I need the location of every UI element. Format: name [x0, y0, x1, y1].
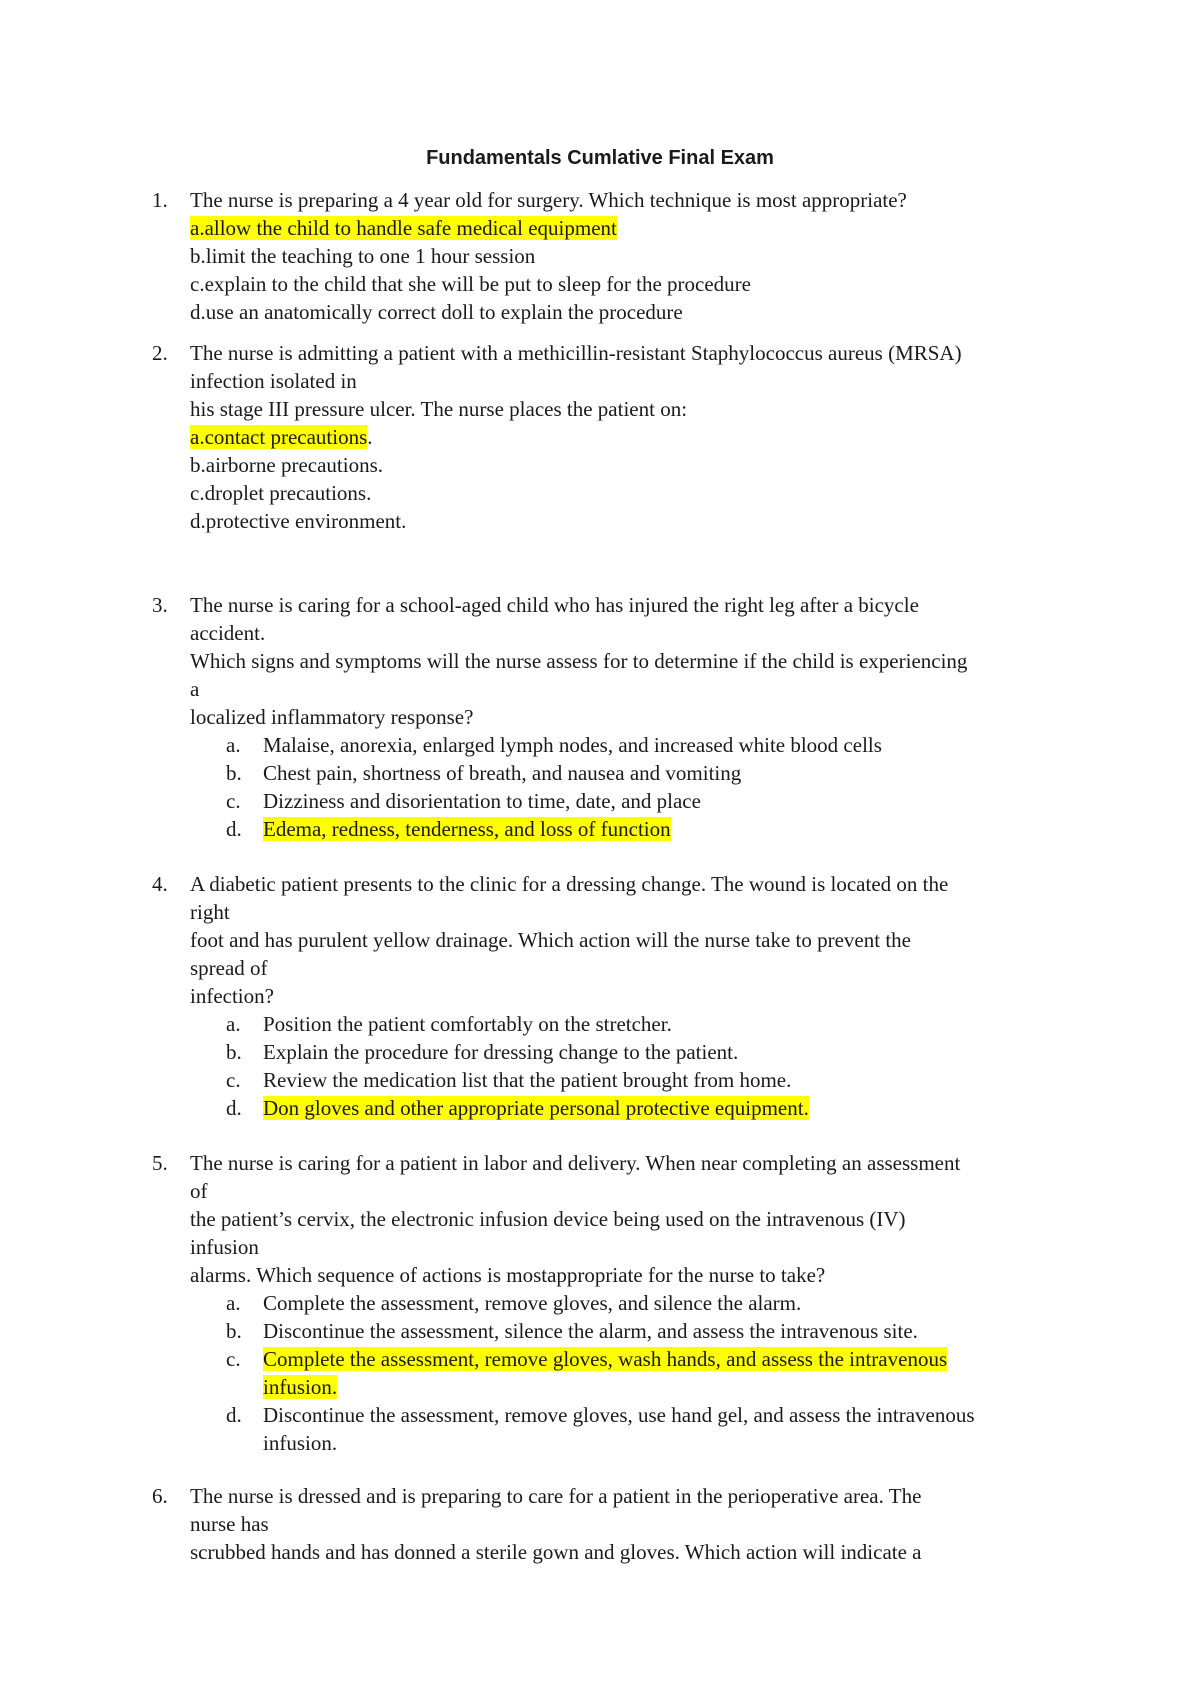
question-6: [152, 1482, 1112, 1566]
question-number: 2.: [152, 341, 168, 365]
question-text: of: [190, 1179, 208, 1203]
question-5: [152, 1149, 1112, 1457]
answer-option: [226, 1038, 1112, 1066]
question-3: [152, 591, 1112, 843]
answer-option-correct: [226, 1094, 1112, 1122]
question-text: infection?: [190, 984, 274, 1008]
option-text: Review the medication list that the patient brought from home.: [263, 1068, 792, 1092]
answer-option: [226, 759, 1112, 787]
option-letter: a.: [226, 1291, 241, 1315]
question-text: infusion: [190, 1235, 259, 1259]
question-text: a: [190, 677, 200, 701]
option-text: Chest pain, shortness of breath, and nausea and vomiting: [263, 761, 742, 785]
option-text: Discontinue the assessment, remove gloves, use hand gel, and assess the intravenous: [263, 1403, 975, 1427]
answer-option: [226, 1066, 1112, 1094]
question-text: A diabetic patient presents to the clinic for a dressing change. The wound is located on the: [190, 872, 949, 896]
question-1: [152, 186, 1112, 326]
question-text: The nurse is caring for a patient in labor and delivery. When near completing an assessment: [190, 1151, 961, 1175]
answer-option: c.droplet precautions.: [190, 481, 372, 505]
question-text: scrubbed hands and has donned a sterile gown and gloves. Which action will indicate a: [190, 1540, 922, 1564]
question-text: localized inflammatory response?: [190, 705, 474, 729]
option-text: Explain the procedure for dressing change to the patient.: [263, 1040, 739, 1064]
answer-option: b.airborne precautions.: [190, 453, 384, 477]
option-text: Complete the assessment, remove gloves, and silence the alarm.: [263, 1291, 802, 1315]
punctuation: .: [367, 425, 373, 449]
question-text: his stage III pressure ulcer. The nurse places the patient on:: [190, 397, 688, 421]
question-text: right: [190, 900, 230, 924]
option-letter: d.: [226, 1096, 242, 1120]
question-text: foot and has purulent yellow drainage. Which action will the nurse take to prevent the: [190, 928, 911, 952]
option-letter: d.: [226, 817, 242, 841]
answer-option: d.use an anatomically correct doll to explain the procedure: [190, 300, 683, 324]
answer-option: [226, 1289, 1112, 1317]
option-text: Malaise, anorexia, enlarged lymph nodes, and increased white blood cells: [263, 733, 882, 757]
question-text: accident.: [190, 621, 266, 645]
answer-option: d.protective environment.: [190, 509, 407, 533]
question-number: 3.: [152, 593, 168, 617]
question-number: 5.: [152, 1151, 168, 1175]
option-text: Dizziness and disorientation to time, date, and place: [263, 789, 701, 813]
option-letter: c.: [226, 1347, 241, 1371]
option-letter: b.: [226, 761, 242, 785]
answer-option-correct: [226, 1345, 1112, 1401]
question-2: [152, 339, 1112, 535]
answer-option-correct: [226, 815, 1112, 843]
question-number: 4.: [152, 872, 168, 896]
option-letter: c.: [226, 789, 241, 813]
option-letter: d.: [226, 1403, 242, 1427]
question-text: alarms. Which sequence of actions is mostappropriate for the nurse to take?: [190, 1263, 826, 1287]
option-text-continued: infusion.: [263, 1431, 338, 1455]
question-text: spread of: [190, 956, 268, 980]
question-text: The nurse is dressed and is preparing to care for a patient in the perioperative area. The: [190, 1484, 922, 1508]
answer-option: [226, 1010, 1112, 1038]
question-4: [152, 870, 1112, 1122]
question-text: infection isolated in: [190, 369, 357, 393]
answer-option: [226, 731, 1112, 759]
option-text: Edema, redness, tenderness, and loss of function: [263, 817, 671, 841]
question-number: 1.: [152, 188, 168, 212]
answer-option-correct: a.allow the child to handle safe medical equipment: [190, 216, 617, 240]
answer-option: c.explain to the child that she will be put to sleep for the procedure: [190, 272, 751, 296]
option-text-continued: infusion.: [263, 1375, 338, 1399]
question-text: The nurse is admitting a patient with a methicillin-resistant Staphylococcus aureus (MRSA): [190, 341, 962, 365]
option-letter: a.: [226, 1012, 241, 1036]
answer-option: [226, 787, 1112, 815]
question-text: The nurse is preparing a 4 year old for surgery. Which technique is most appropriate?: [190, 188, 907, 212]
answer-option: [226, 1401, 1112, 1457]
option-text: Don gloves and other appropriate personal protective equipment.: [263, 1096, 809, 1120]
answer-option-correct: a.contact precautions: [190, 425, 368, 449]
page-title: Fundamentals Cumlative Final Exam: [426, 147, 774, 169]
question-text: the patient’s cervix, the electronic infusion device being used on the intravenous (IV): [190, 1207, 906, 1231]
question-text: The nurse is caring for a school-aged child who has injured the right leg after a bicycle: [190, 593, 919, 617]
option-letter: b.: [226, 1040, 242, 1064]
option-letter: a.: [226, 733, 241, 757]
option-text: Position the patient comfortably on the stretcher.: [263, 1012, 672, 1036]
question-number: 6.: [152, 1484, 168, 1508]
answer-option: b.limit the teaching to one 1 hour session: [190, 244, 536, 268]
option-letter: c.: [226, 1068, 241, 1092]
option-letter: b.: [226, 1319, 242, 1343]
option-text: Discontinue the assessment, silence the alarm, and assess the intravenous site.: [263, 1319, 918, 1343]
answer-option: [226, 1317, 1112, 1345]
option-text: Complete the assessment, remove gloves, wash hands, and assess the intravenous: [263, 1347, 948, 1371]
question-text: Which signs and symptoms will the nurse assess for to determine if the child is experiencing: [190, 649, 968, 673]
question-text: nurse has: [190, 1512, 269, 1536]
